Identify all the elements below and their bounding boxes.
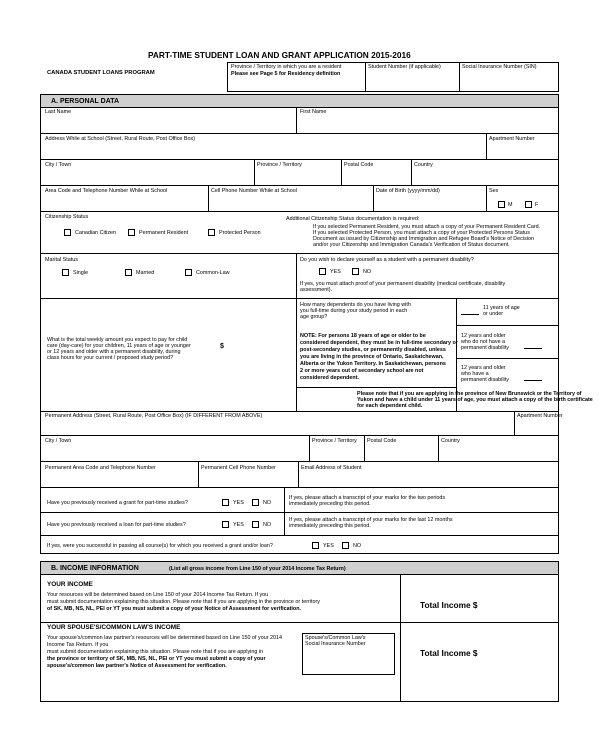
permanent-resident-checkbox[interactable] bbox=[128, 229, 135, 236]
your-income-text-line2: must submit documentation explaining this situation. Please note that if you are applying in the province or territory bbox=[47, 599, 320, 605]
citizen-checkbox[interactable] bbox=[64, 229, 71, 236]
dependents-12-no-disab-line2: who do not have a bbox=[461, 339, 506, 345]
dependents-question-line3: age group? bbox=[300, 314, 328, 320]
total-income-field[interactable] bbox=[490, 598, 555, 610]
residency-definition-note: Please see Page 5 for Residency definition bbox=[231, 71, 341, 77]
loan-yes-checkbox[interactable] bbox=[222, 521, 229, 528]
sin-label: Social Insurance Number (SIN) bbox=[462, 64, 537, 70]
loan-no-label: NO bbox=[263, 522, 272, 528]
dependents-12-disab-line2: who have a bbox=[461, 371, 489, 377]
postal-code-label: Postal Code bbox=[344, 162, 374, 168]
permanent-province-field[interactable] bbox=[312, 445, 360, 459]
note-line4: you are living in the province of Ontario, Saskatchewan, bbox=[300, 354, 444, 360]
disability-note-line2: assessment). bbox=[300, 287, 333, 293]
sex-f-checkbox[interactable] bbox=[525, 201, 532, 208]
nb-note-line3: for each dependent child. bbox=[357, 403, 423, 409]
dependents-12-no-disab-line3: permanent disability bbox=[461, 345, 509, 351]
your-income-heading: YOUR INCOME bbox=[47, 581, 93, 588]
province-residency-field[interactable] bbox=[230, 80, 362, 90]
dependents-question-line1: How many dependents do you have living with bbox=[300, 302, 411, 308]
province-field[interactable] bbox=[257, 169, 337, 183]
section-a-title: A. PERSONAL DATA bbox=[51, 98, 120, 105]
last-name-field[interactable] bbox=[44, 117, 292, 131]
sex-f-label: F bbox=[535, 202, 539, 208]
permanent-address-field[interactable] bbox=[44, 420, 510, 433]
apartment-field[interactable] bbox=[490, 143, 556, 157]
permanent-apartment-field[interactable] bbox=[518, 420, 556, 433]
grant-yes-label: YES bbox=[233, 500, 244, 506]
disability-no-label: NO bbox=[363, 269, 372, 275]
first-name-label: First Name bbox=[300, 109, 327, 115]
section-b-header bbox=[40, 561, 559, 575]
last-name-label: Last Name bbox=[45, 109, 72, 115]
spouse-total-income-field[interactable] bbox=[490, 646, 555, 658]
permanent-phone-field[interactable] bbox=[44, 472, 194, 485]
nb-note-line2: Yukon and have a child under 11 years of age, you must attach a copy of the birth certificate bbox=[357, 397, 593, 403]
country-field[interactable] bbox=[414, 169, 556, 183]
email-field[interactable] bbox=[301, 472, 556, 485]
childcare-amount-field[interactable] bbox=[228, 340, 290, 352]
grant-no-label: NO bbox=[263, 500, 272, 506]
dependents-12-disab-line3: permanent disability bbox=[461, 377, 509, 383]
note-line2: considered dependent, they must be in full-time secondary or bbox=[300, 340, 458, 346]
protected-person-checkbox[interactable] bbox=[208, 229, 215, 236]
dependents-12-disab-line1: 12 years and older bbox=[461, 365, 506, 371]
disability-question: Do you wish to declare yourself as a student with a permanent disability? bbox=[300, 257, 474, 263]
citizenship-label: Citizenship Status bbox=[45, 214, 89, 220]
dependents-11-under-line1: 11 years of age bbox=[483, 305, 520, 311]
dependents-11-under-field[interactable] bbox=[461, 314, 479, 315]
loan-note-line1: If yes, please attach a transcript of your marks for the last 12 months bbox=[289, 517, 453, 523]
dependents-11-under-line2: or under bbox=[483, 311, 504, 317]
disability-note-line1: If yes, you must attach proof of your permanent disability (medical certificate, disability bbox=[300, 281, 506, 287]
childcare-line2: care (day-care) for your children, 11 years of age or younger bbox=[47, 343, 191, 349]
spouse-sin-label-line1: Spouse's/Common Law's bbox=[305, 635, 366, 641]
permanent-country-label: Country bbox=[441, 438, 460, 444]
nb-note-line1: Please note that if you are applying in the province of New Brunswick or the Territory of bbox=[357, 391, 582, 397]
protected-person-label: Protected Person bbox=[219, 230, 261, 236]
spouse-income-text-line5: spouse's/common law partner's Notice of Assessment for verification. bbox=[47, 663, 227, 669]
sin-field[interactable] bbox=[462, 72, 557, 90]
single-label: Single bbox=[73, 270, 88, 276]
grant-no-checkbox[interactable] bbox=[252, 499, 259, 506]
passed-yes-checkbox[interactable] bbox=[312, 542, 319, 549]
spouse-sin-label-line2: Social Insurance Number bbox=[305, 641, 366, 647]
passed-no-label: NO bbox=[353, 543, 362, 549]
permanent-cell-label: Permanent Cell Phone Number bbox=[201, 465, 276, 471]
common-law-checkbox[interactable] bbox=[185, 269, 192, 276]
your-income-text-line1: Your resources will be determined based on Line 150 of your 2014 Income Tax Return. If you bbox=[47, 592, 269, 598]
student-number-field[interactable] bbox=[368, 72, 456, 90]
dob-label: Date of Birth (yyyy/mm/dd) bbox=[376, 188, 440, 194]
sex-m-label: M bbox=[508, 202, 513, 208]
dob-field[interactable] bbox=[376, 195, 482, 209]
loan-note-line2: immediately preceding this period. bbox=[289, 523, 371, 529]
apartment-label: Apartment Number bbox=[489, 136, 535, 142]
cell-school-field[interactable] bbox=[211, 195, 369, 209]
citizen-label: Canadian Citizen bbox=[75, 230, 117, 236]
married-checkbox[interactable] bbox=[125, 269, 132, 276]
permanent-phone-label: Permanent Area Code and Telephone Number bbox=[45, 465, 156, 471]
spouse-income-text-line3: must submit documentation explaining this situation. Please note that if you are applying in bbox=[47, 649, 264, 655]
spouse-income-text-line1: Your spouse's/common law partner's resources will be determined based on Line 150 of your 2014 bbox=[47, 635, 282, 641]
add-citizenship-line4: and/or your Citizenship and Immigration Canada's Verification of Status document. bbox=[313, 242, 510, 248]
student-number-label: Student Number (if applicable) bbox=[368, 64, 441, 70]
loan-no-checkbox[interactable] bbox=[252, 521, 259, 528]
marital-status-label: Marital Status bbox=[45, 257, 78, 263]
spouse-income-text-line4: the province or territory of SK, MB, NS, NL, PEI or YT you must submit a copy of your bbox=[47, 656, 266, 662]
childcare-dollar-sign: $ bbox=[220, 343, 224, 350]
grant-note-line2: immediately preceding this period. bbox=[289, 501, 371, 507]
spouse-total-income-label: Total Income $ bbox=[420, 648, 478, 658]
disability-yes-label: YES bbox=[330, 269, 341, 275]
phone-school-field[interactable] bbox=[44, 195, 204, 209]
childcare-line4: class hours for your current / proposed study period? bbox=[47, 355, 174, 361]
sex-m-checkbox[interactable] bbox=[498, 201, 505, 208]
add-citizenship-line1: If you selected Permanent Resident, you must attach a copy of your Permanent Resident Card. bbox=[313, 224, 541, 230]
permanent-postal-label: Postal Code bbox=[367, 438, 397, 444]
grant-question: Have you previously received a grant for part-time studies? bbox=[47, 500, 188, 506]
program-name: CANADA STUDENT LOANS PROGRAM bbox=[47, 70, 155, 76]
note-line7: considered dependent. bbox=[300, 375, 360, 381]
grant-note-line1: If yes, please attach a transcript of your marks for the two periods bbox=[289, 495, 446, 501]
province-label: Province / Territory bbox=[257, 162, 302, 168]
permanent-postal-field[interactable] bbox=[367, 445, 434, 459]
section-a-header bbox=[40, 94, 559, 108]
permanent-country-field[interactable] bbox=[441, 445, 556, 459]
permanent-resident-label: Permanent Resident bbox=[139, 230, 189, 236]
dependents-12-disab-field[interactable] bbox=[524, 380, 542, 381]
email-label: Email Address of Student bbox=[301, 465, 362, 471]
grant-yes-checkbox[interactable] bbox=[222, 499, 229, 506]
childcare-line3: or 12 years and older with a permanent disability, during bbox=[47, 349, 181, 355]
dependents-question-line2: you full-time during your study period in each bbox=[300, 308, 408, 314]
your-income-text-line3: of SK, MB, NS, NL, PEI or YT you must submit a copy of your Notice of Assessment for verification. bbox=[47, 606, 301, 612]
dependents-12-no-disab-line1: 12 years and older bbox=[461, 333, 506, 339]
married-label: Married bbox=[136, 270, 155, 276]
add-citizenship-line2: If you selected Protected Person, you must attach a copy of your Protected Persons Status bbox=[313, 230, 530, 236]
postal-code-field[interactable] bbox=[344, 169, 407, 183]
total-income-label: Total Income $ bbox=[420, 600, 478, 610]
loan-yes-label: YES bbox=[233, 522, 244, 528]
sex-label: Sex bbox=[489, 188, 499, 194]
spouse-income-heading: YOUR SPOUSE'S/COMMON LAW'S INCOME bbox=[47, 624, 181, 631]
note-line6: 2 or more years out of secondary school are not bbox=[300, 368, 424, 374]
spouse-sin-field[interactable] bbox=[305, 650, 392, 672]
disability-no-checkbox[interactable] bbox=[352, 268, 359, 275]
note-line1: NOTE: For persons 18 years of age or older to be bbox=[300, 333, 426, 339]
form-title: PART-TIME STUDENT LOAN AND GRANT APPLICATION 2015-2016 bbox=[148, 50, 411, 60]
note-line3: post-secondary studies, or permanently disabled, unless bbox=[300, 347, 446, 353]
spouse-income-text-line2: Income Tax Return. If you bbox=[47, 642, 109, 648]
permanent-address-label: Permanent Address (Street, Rural Route, Post Office Box) (IF DIFFERENT FROM ABOVE) bbox=[45, 413, 263, 419]
childcare-line1: What is the total weekly amount you expect to pay for child bbox=[47, 337, 188, 343]
cell-school-label: Cell Phone Number While at School bbox=[211, 188, 297, 194]
permanent-city-field[interactable] bbox=[44, 445, 305, 459]
phone-school-label: Area Code and Telephone Number While at School bbox=[45, 188, 168, 194]
add-citizenship-line3: Document as issued by Citizenship and Immigration and Refugee Board's Notice of Decision bbox=[313, 236, 534, 242]
common-law-label: Common-Law bbox=[196, 270, 230, 276]
permanent-cell-field[interactable] bbox=[201, 472, 294, 485]
section-b-title: B. INCOME INFORMATION bbox=[51, 565, 139, 572]
single-checkbox[interactable] bbox=[62, 269, 69, 276]
add-citizenship-title: Additional Citizenship Status documentation is required: bbox=[286, 216, 420, 222]
dependents-12-no-disab-field[interactable] bbox=[524, 348, 542, 349]
permanent-city-label: City / Town bbox=[45, 438, 72, 444]
permanent-province-label: Province / Territory bbox=[312, 438, 357, 444]
province-residency-label: Province / Territory in which you are a resident bbox=[231, 64, 342, 70]
address-school-label: Address While at School (Street, Rural Route, Post Office Box) bbox=[45, 136, 196, 142]
address-school-field[interactable] bbox=[44, 143, 482, 157]
passed-yes-label: YES bbox=[323, 543, 334, 549]
permanent-apartment-label: Apartment Number bbox=[517, 413, 563, 419]
first-name-field[interactable] bbox=[300, 117, 555, 131]
country-label: Country bbox=[414, 162, 433, 168]
passed-question: If yes, were you successful in passing all course(s) for which you received a grant and/or loan? bbox=[47, 543, 273, 549]
section-b-subtitle: (List all gross income from Line 150 of your 2014 Income Tax Return) bbox=[169, 566, 346, 572]
city-field[interactable] bbox=[44, 169, 250, 183]
passed-no-checkbox[interactable] bbox=[342, 542, 349, 549]
city-label: City / Town bbox=[45, 162, 72, 168]
disability-yes-checkbox[interactable] bbox=[319, 268, 326, 275]
loan-question: Have you previously received a loan for part-time studies? bbox=[47, 522, 186, 528]
note-line5: Alberta or the Yukon Territory. In Saskatchewan, persons bbox=[300, 361, 446, 367]
